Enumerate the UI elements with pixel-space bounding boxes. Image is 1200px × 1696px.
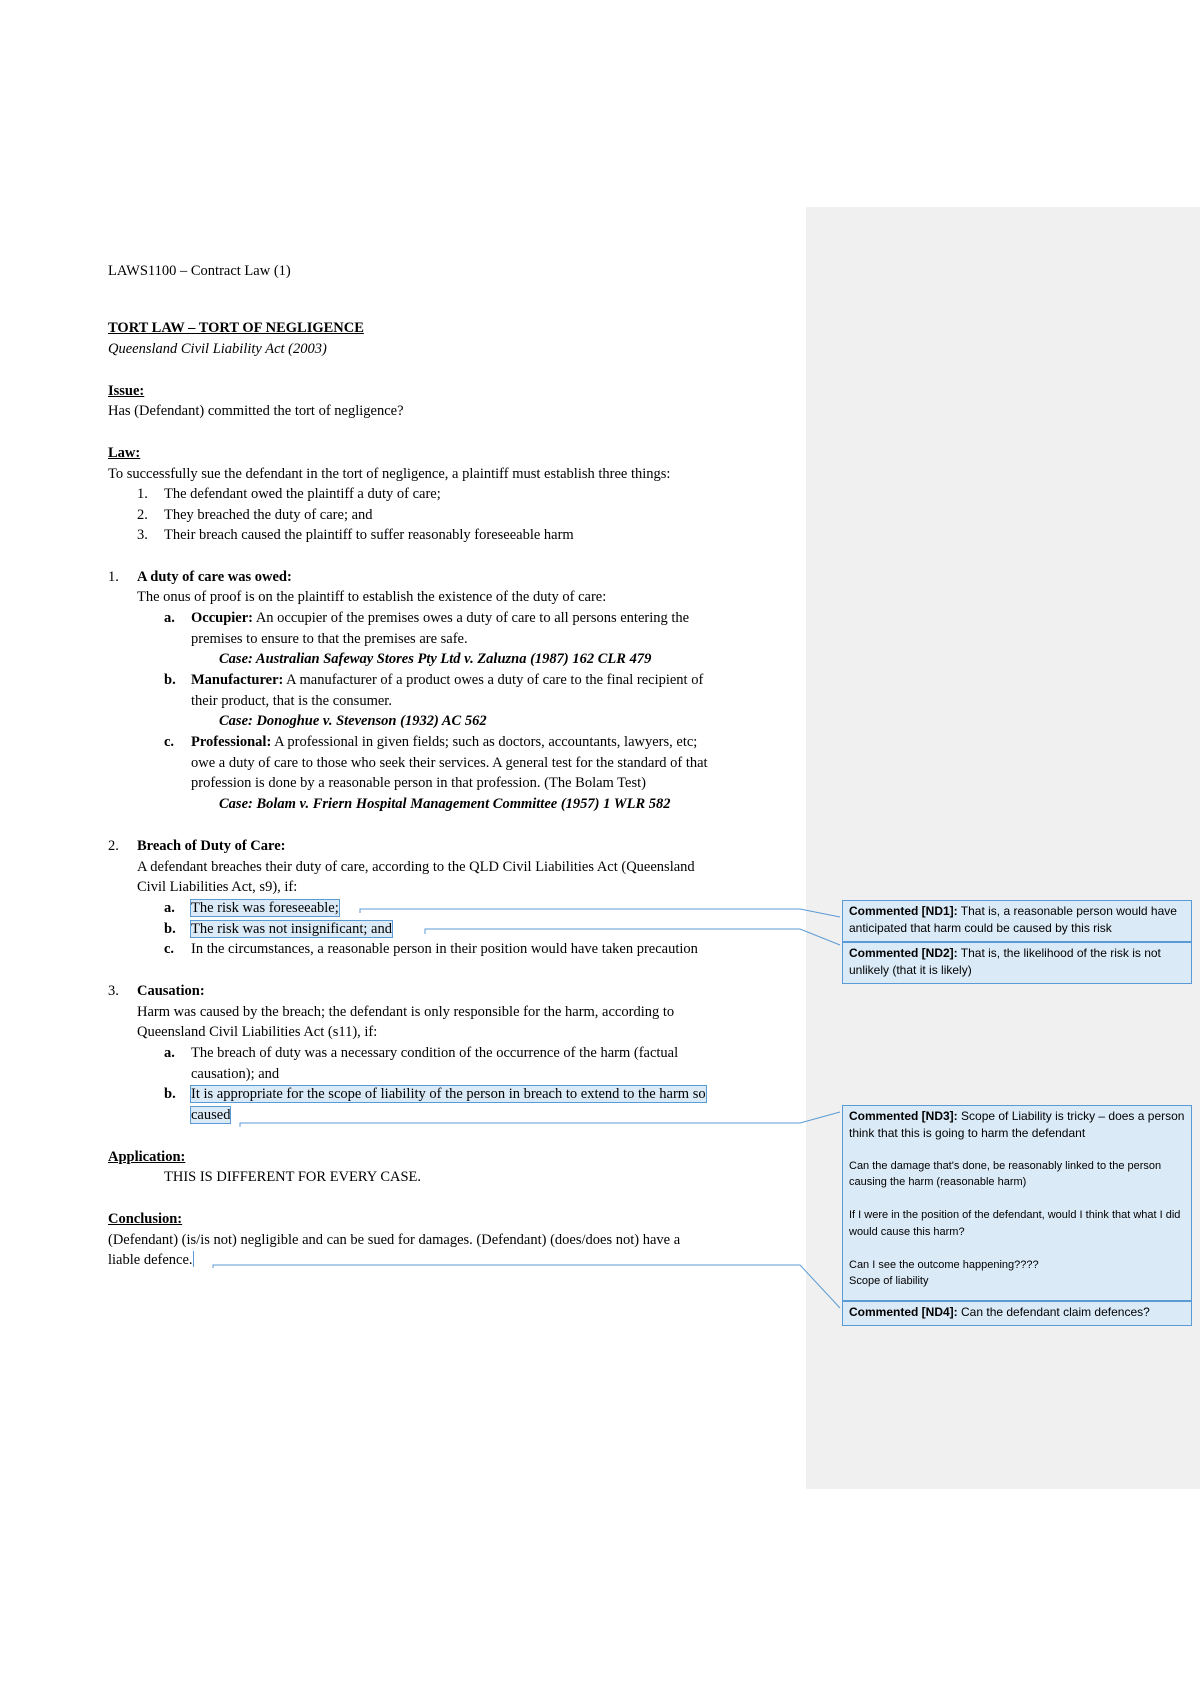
conclusion-line2-text: liable defence. xyxy=(108,1252,193,1268)
connector-nd3 xyxy=(240,1112,840,1127)
law-item-num: 1. xyxy=(137,486,148,502)
law-item: The defendant owed the plaintiff a duty of care; xyxy=(164,486,441,502)
duty-c-line2: owe a duty of care to those who seek their services. A general test for the standard of that xyxy=(191,755,708,771)
comment-highlight-nd3[interactable]: It is appropriate for the scope of liability of the person in breach to extend to the harm so xyxy=(191,1086,706,1102)
comment-spacer xyxy=(849,1191,1185,1208)
duty-a-letter: a. xyxy=(164,610,175,626)
causation-a-line2: causation); and xyxy=(191,1066,280,1082)
causation-intro1: Harm was caused by the breach; the defendant is only responsible for the harm, according to xyxy=(137,1004,675,1020)
breach-intro1: A defendant breaches their duty of care, according to the QLD Civil Liabilities Act (Queensland xyxy=(137,859,695,875)
causation-b-letter: b. xyxy=(164,1086,176,1102)
breach-b-letter: b. xyxy=(164,921,176,937)
law-heading: Law: xyxy=(108,445,141,461)
document-subtitle: Queensland Civil Liability Act (2003) xyxy=(108,341,327,357)
duty-num: 1. xyxy=(108,569,119,585)
duty-b-letter: b. xyxy=(164,672,176,688)
comment-text: Scope of liability xyxy=(849,1275,929,1287)
conclusion-line2[interactable] xyxy=(108,1250,194,1271)
issue-text: Has (Defendant) committed the tort of negligence? xyxy=(108,403,404,419)
causation-a-line1: The breach of duty was a necessary condition of the occurrence of the harm (factual xyxy=(191,1045,679,1061)
law-intro: To successfully sue the defendant in the tort of negligence, a plaintiff must establish three things: xyxy=(108,466,671,482)
duty-heading: A duty of care was owed: xyxy=(137,569,292,585)
conclusion-heading: Conclusion: xyxy=(108,1211,183,1227)
breach-c-text: In the circumstances, a reasonable person in their position would have taken precaution xyxy=(191,941,698,957)
comment-label: Commented [ND3]: xyxy=(849,1109,958,1123)
comment-spacer xyxy=(849,1141,1185,1158)
application-heading: Application: xyxy=(108,1149,186,1165)
law-item: Their breach caused the plaintiff to suffer reasonably foreseeable harm xyxy=(164,527,574,543)
breach-intro2: Civil Liabilities Act, s9), if: xyxy=(137,879,298,895)
law-item-num: 2. xyxy=(137,507,148,523)
causation-intro2: Queensland Civil Liabilities Act (s11), if: xyxy=(137,1024,378,1040)
connector-nd1 xyxy=(360,909,840,917)
breach-a-text[interactable] xyxy=(191,898,339,919)
duty-a-text: An occupier of the premises owes a duty of care to all persons entering the xyxy=(253,610,690,626)
comment-text: That is, the likelihood of the risk is not unlikely (that it is likely) xyxy=(849,946,1161,977)
duty-c-case: Case: Bolam v. Friern Hospital Management Committee (1957) 1 WLR 582 xyxy=(219,796,671,812)
breach-c-letter: c. xyxy=(164,941,175,957)
breach-b-text[interactable] xyxy=(191,919,392,940)
breach-heading: Breach of Duty of Care: xyxy=(137,838,286,854)
duty-c-line1 xyxy=(191,732,697,753)
causation-a-letter: a. xyxy=(164,1045,175,1061)
duty-a-label: Occupier: xyxy=(191,610,254,626)
causation-b-line1[interactable] xyxy=(191,1084,706,1105)
duty-c-text: A professional in given fields; such as doctors, accountants, lawyers, etc; xyxy=(271,734,698,750)
duty-a-line1 xyxy=(191,608,689,629)
connector-nd4 xyxy=(213,1265,840,1308)
causation-heading: Causation: xyxy=(137,983,205,999)
comment-spacer xyxy=(849,1240,1185,1257)
course-header: LAWS1100 – Contract Law (1) xyxy=(108,263,291,279)
duty-c-letter: c. xyxy=(164,734,175,750)
comment-highlight-nd3-cont[interactable]: caused xyxy=(191,1107,231,1123)
duty-b-text: A manufacturer of a product owes a duty of care to the final recipient of xyxy=(283,672,704,688)
comment-label: Commented [ND2]: xyxy=(849,946,958,960)
comment-text: If I were in the position of the defendant, would I think that what I did would cause this harm? xyxy=(849,1209,1181,1238)
causation-num: 3. xyxy=(108,983,119,999)
law-item: They breached the duty of care; and xyxy=(164,507,373,523)
comment-text: Can I see the outcome happening???? xyxy=(849,1258,1039,1271)
comment-nd2[interactable] xyxy=(842,942,1192,984)
comment-highlight-nd2[interactable]: The risk was not insignificant; and xyxy=(191,921,392,937)
comment-text: Can the damage that's done, be reasonably linked to the person causing the harm (reasonable harm) xyxy=(849,1159,1162,1188)
duty-a-line2: premises to ensure to that the premises are safe. xyxy=(191,631,468,647)
duty-a-case: Case: Australian Safeway Stores Pty Ltd v. Zaluzna (1987) 162 CLR 479 xyxy=(219,651,652,667)
comment-nd1[interactable] xyxy=(842,900,1192,942)
duty-c-line3: profession is done by a reasonable person in that profession. (The Bolam Test) xyxy=(191,775,646,791)
comment-text: Scope of Liability is tricky – does a person think that this is going to harm the defendant xyxy=(849,1109,1185,1140)
causation-b-line2[interactable] xyxy=(191,1105,230,1126)
comment-text: That is, a reasonable person would have anticipated that harm could be caused by this risk xyxy=(849,904,1177,935)
duty-b-case: Case: Donoghue v. Stevenson (1932) AC 562 xyxy=(219,713,487,729)
issue-heading: Issue: xyxy=(108,383,145,399)
conclusion-line1: (Defendant) (is/is not) negligible and can be sued for damages. (Defendant) (does/does not) have a xyxy=(108,1232,681,1248)
duty-c-label: Professional: xyxy=(191,734,272,750)
comment-highlight-nd1[interactable]: The risk was foreseeable; xyxy=(191,900,339,916)
duty-b-label: Manufacturer: xyxy=(191,672,284,688)
comment-nd4[interactable] xyxy=(842,1301,1192,1326)
breach-a-letter: a. xyxy=(164,900,175,916)
comment-label: Commented [ND1]: xyxy=(849,904,958,918)
comment-label: Commented [ND4]: xyxy=(849,1305,958,1319)
document-title: TORT LAW – TORT OF NEGLIGENCE xyxy=(108,320,364,336)
duty-b-line1 xyxy=(191,670,703,691)
law-item-num: 3. xyxy=(137,527,148,543)
duty-b-line2: their product, that is the consumer. xyxy=(191,693,392,709)
breach-num: 2. xyxy=(108,838,119,854)
comment-anchor-nd4[interactable] xyxy=(193,1251,194,1267)
comment-nd3[interactable] xyxy=(842,1105,1192,1301)
comment-text: Can the defendant claim defences? xyxy=(961,1305,1150,1319)
application-text: THIS IS DIFFERENT FOR EVERY CASE. xyxy=(164,1169,422,1185)
duty-intro: The onus of proof is on the plaintiff to establish the existence of the duty of care: xyxy=(137,589,607,605)
